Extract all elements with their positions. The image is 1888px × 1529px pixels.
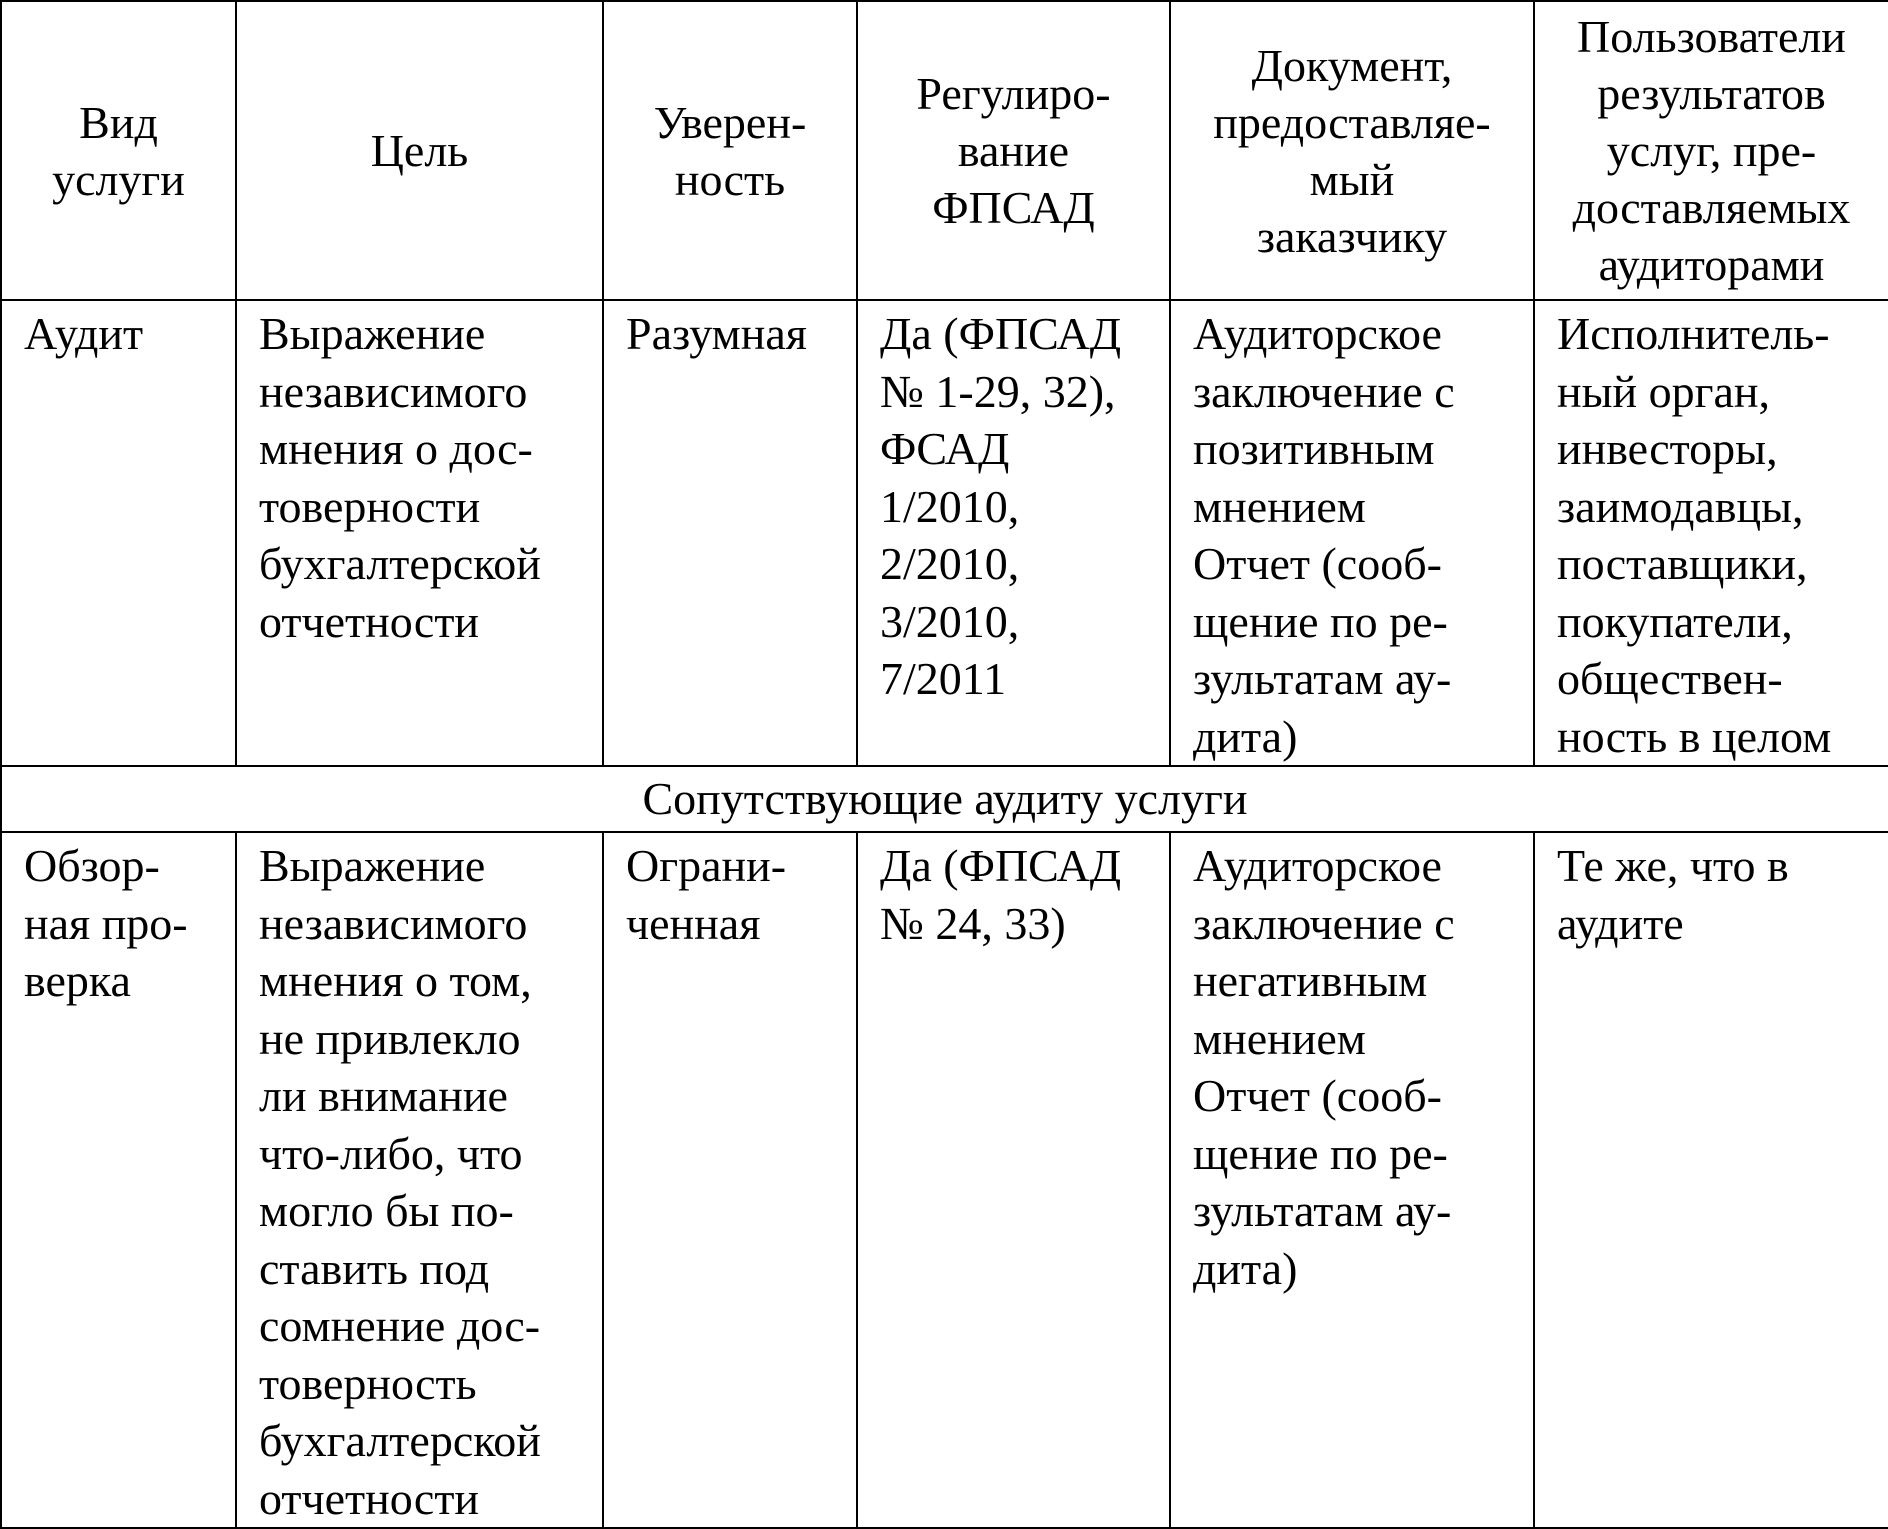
cell-assurance: Разумная xyxy=(603,300,857,766)
header-users: Пользователи результатов услуг, пре- доставляемых аудиторами xyxy=(1534,1,1888,300)
header-regulation: Регулиро- вание ФПСАД xyxy=(857,1,1170,300)
cell-assurance: Ограни- ченная xyxy=(603,832,857,1528)
table-row-review xyxy=(1,832,1888,1528)
cell-goal: Выражение независимого мнения о том, не привлекло ли внимание что-либо, что могло бы по- ставить под сомнение дос- товерность бухгалтерской отчетности xyxy=(236,832,603,1528)
cell-service-type: Аудит xyxy=(1,300,236,766)
cell-regulation: Да (ФПСАД № 1-29, 32), ФСАД 1/2010, 2/2010, 3/2010, 7/2011 xyxy=(857,300,1170,766)
cell-users: Те же, что в аудите xyxy=(1534,832,1888,1528)
cell-service-type: Обзор- ная про- верка xyxy=(1,832,236,1528)
header-service-type: Вид услуги xyxy=(1,1,236,300)
header-document: Документ, предоставляе- мый заказчику xyxy=(1170,1,1534,300)
header-row xyxy=(1,1,1888,300)
cell-document: Аудиторское заключение с позитивным мнением Отчет (сооб- щение по ре- зультатам ау- дита) xyxy=(1170,300,1534,766)
cell-goal: Выражение независимого мнения о дос- товерности бухгалтерской отчетности xyxy=(236,300,603,766)
section-title: Сопутствующие аудиту услуги xyxy=(1,766,1888,832)
cell-users: Исполнитель- ный орган, инвесторы, заимодавцы, поставщики, покупатели, обществен- ность в целом xyxy=(1534,300,1888,766)
section-row xyxy=(1,766,1888,832)
cell-regulation: Да (ФПСАД № 24, 33) xyxy=(857,832,1170,1528)
header-assurance: Уверен- ность xyxy=(603,1,857,300)
cell-document: Аудиторское заключение с негативным мнением Отчет (сооб- щение по ре- зультатам ау- дита) xyxy=(1170,832,1534,1528)
table-row-audit xyxy=(1,300,1888,766)
header-goal: Цель xyxy=(236,1,603,300)
